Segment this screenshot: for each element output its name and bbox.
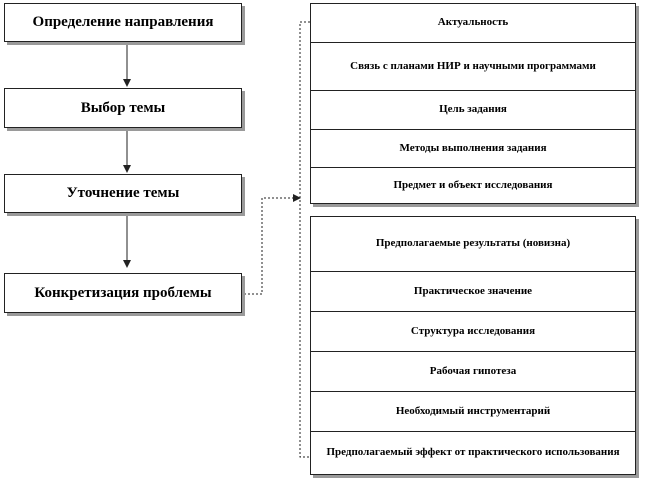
item-expected-effect: Предполагаемый эффект от практического использования [326,446,620,459]
step-specify-problem [4,273,242,313]
item-research-plans-link: Связь с планами НИР и научными программами [311,43,635,91]
item-expected-results: Предполагаемые результаты (новизна) [311,217,635,272]
item-research-structure: Структура исследования [311,312,635,352]
right-group-1 [310,3,636,204]
step-label: Конкретизация проблемы [34,284,212,301]
item-subject-object: Предмет и объект исследования [393,178,553,191]
item-relevance: Актуальность [311,4,635,43]
item-tools: Необходимый инструментарий [311,392,635,432]
step-label: Уточнение темы [66,185,180,202]
item-working-hypothesis: Рабочая гипотеза [311,352,635,392]
step-refine-topic [4,174,242,213]
step-choose-topic [4,88,242,128]
item-task-goal: Цель задания [311,91,635,130]
dotted-connector [244,198,300,294]
bracket [300,22,310,457]
item-methods: Методы выполнения задания [311,130,635,168]
step-label: Определение направления [32,14,214,31]
step-define-direction [4,3,242,42]
right-group-2 [310,216,636,475]
item-practical-value: Практическое значение [311,272,635,312]
step-label: Выбор темы [80,99,166,116]
